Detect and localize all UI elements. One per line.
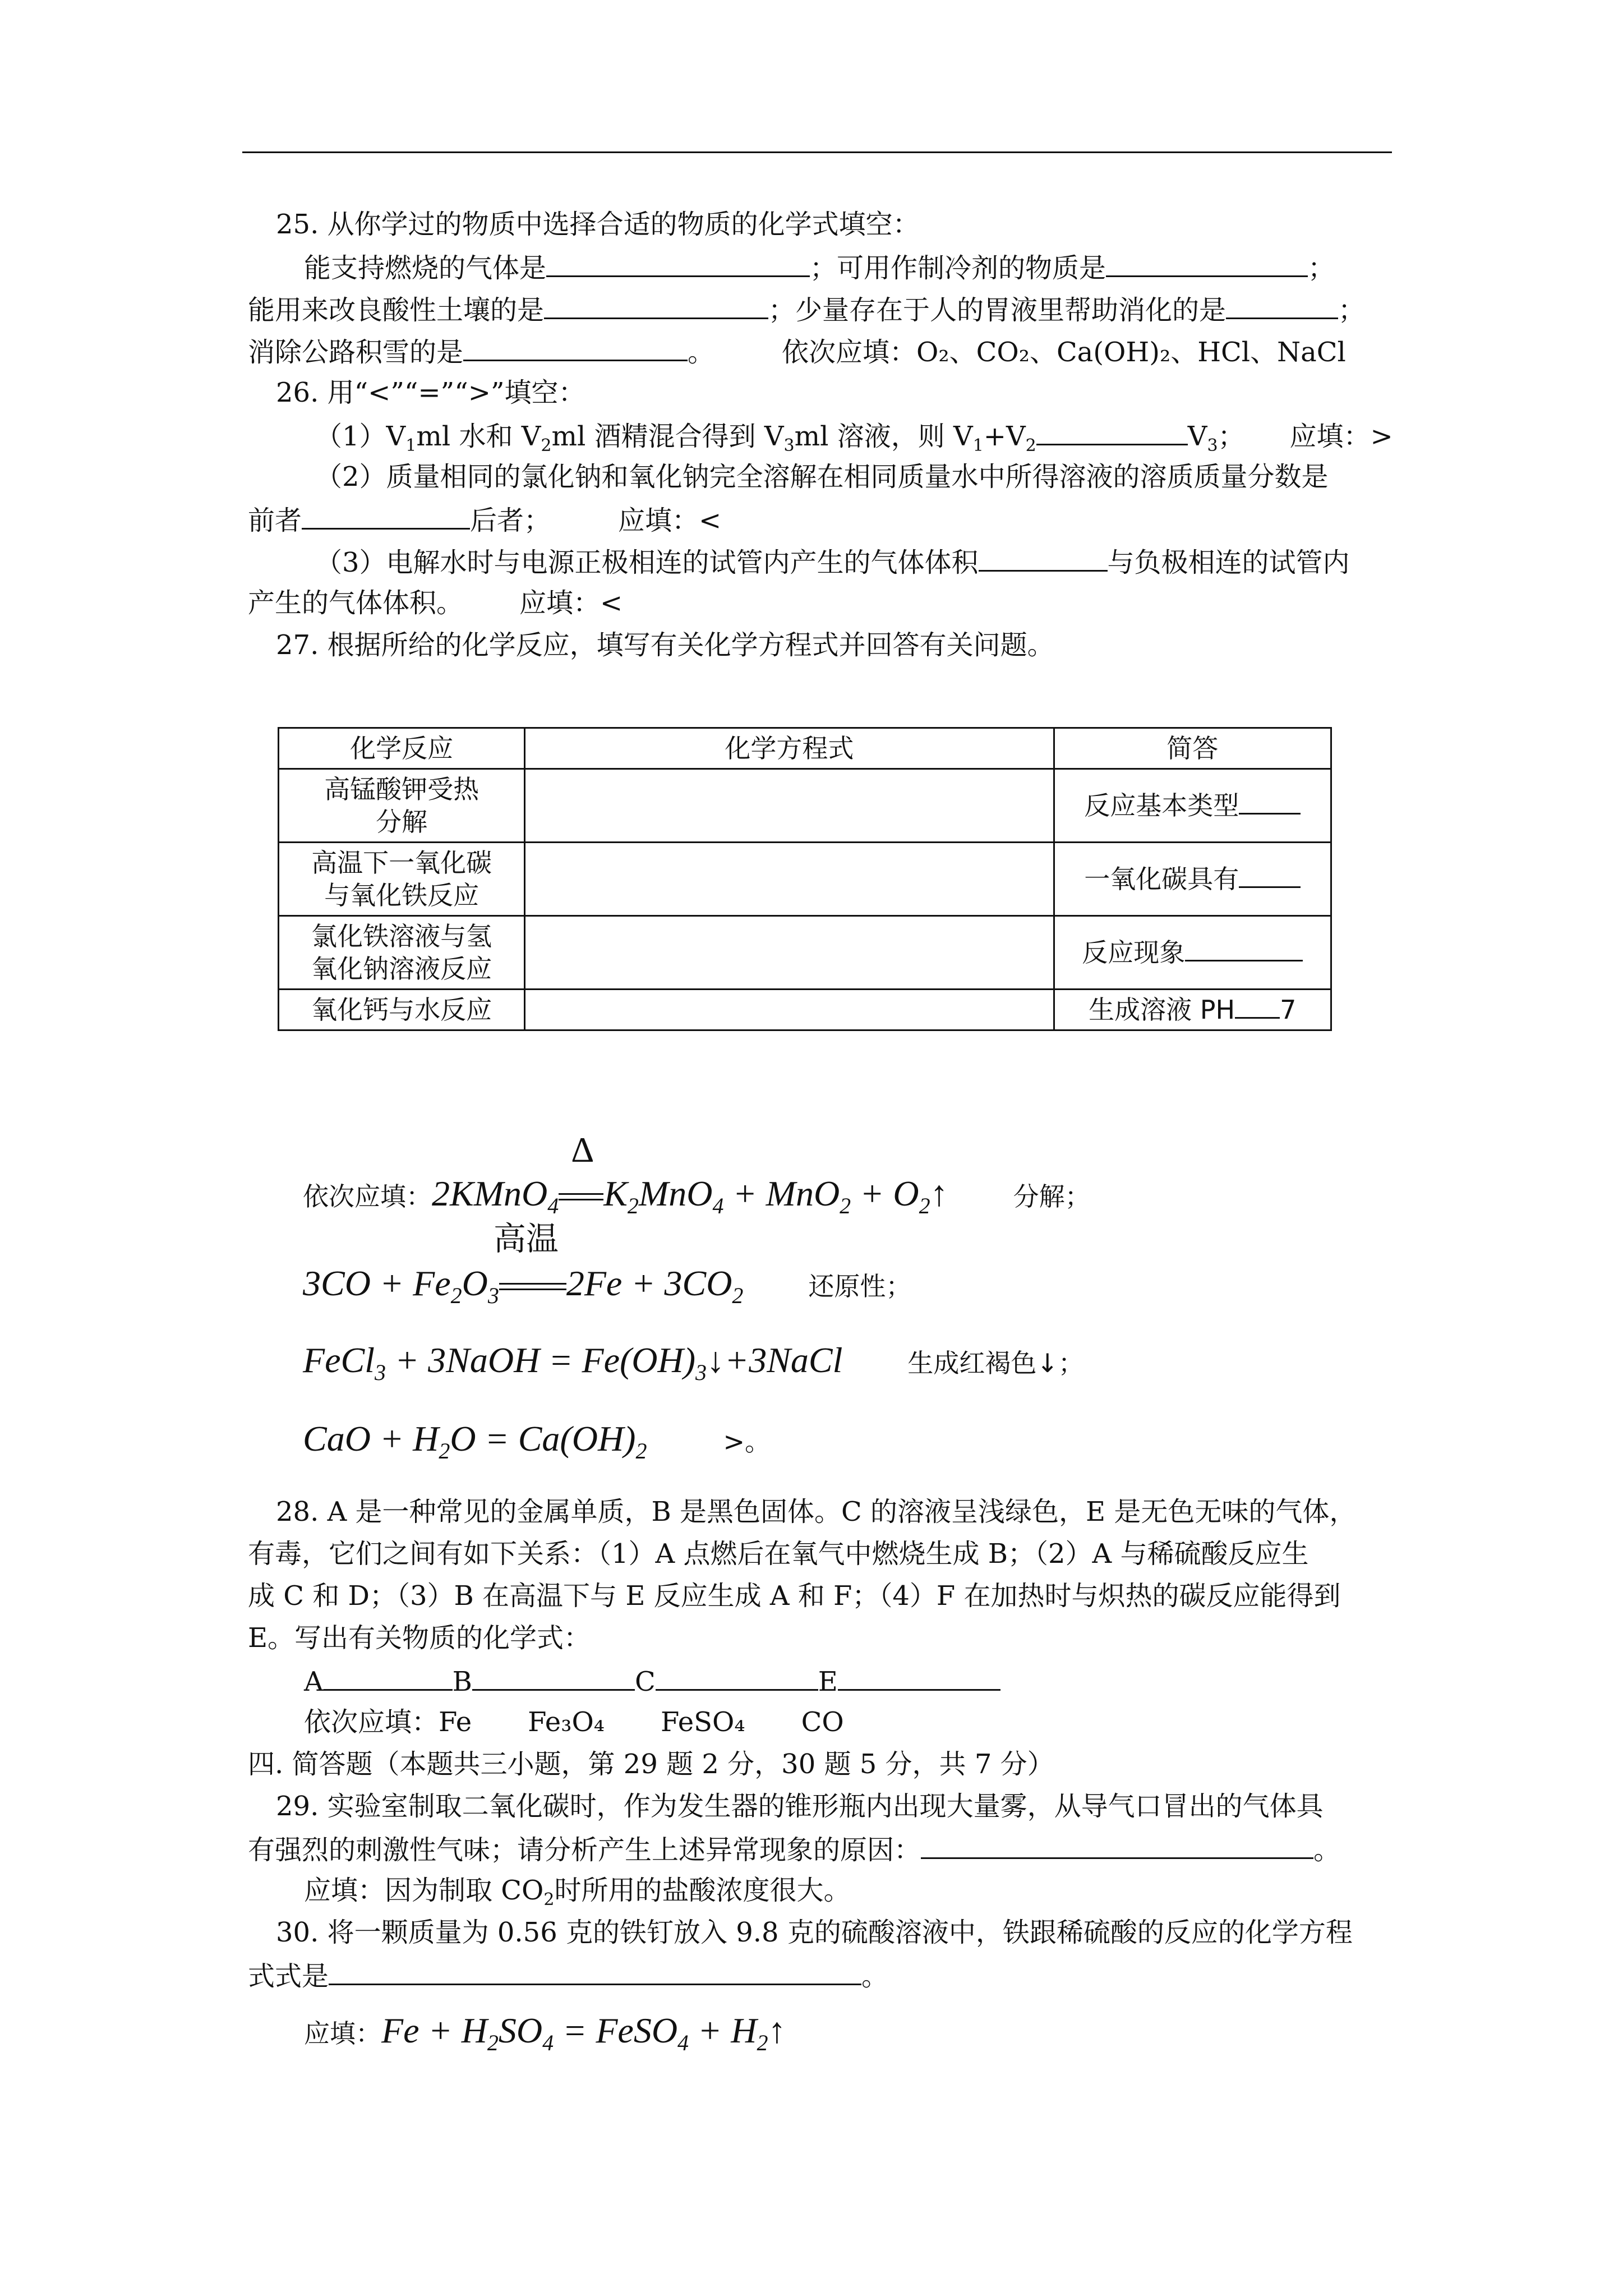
- section-heading: 四. 简答题（本题共三小题，第 29 题 2 分，30 题 5 分，共 7 分）: [248, 1749, 1054, 1780]
- answer-blank[interactable]: [463, 334, 688, 361]
- answer-blank[interactable]: [546, 250, 810, 277]
- table-header-row: [279, 728, 1331, 769]
- table-header: 化学方程式: [525, 728, 1054, 769]
- q28-answer: 依次应填：Fe Fe₃O₄ FeSO₄ CO: [304, 1706, 844, 1738]
- q26-part3-cont: 产生的气体体积。 应填：<: [248, 587, 623, 619]
- q28-line2: 有毒，它们之间有如下关系：（1）A 点燃后在氧气中燃烧生成 B；（2）A 与稀硫酸反应生: [248, 1538, 1309, 1570]
- equation-cell[interactable]: [525, 916, 1054, 990]
- q26-part3-answer: 应填：<: [519, 587, 623, 619]
- equation-cell[interactable]: [525, 769, 1054, 843]
- answer-blank[interactable]: [472, 1663, 635, 1691]
- header-rule: [242, 151, 1392, 153]
- q25-line2: 能用来改良酸性土壤的是 ；少量存在于人的胃液里帮助消化的是 ；: [248, 292, 1365, 327]
- condition-heat: Δ: [571, 1130, 594, 1170]
- answer-blank[interactable]: [656, 1663, 818, 1691]
- answer-blank[interactable]: [1106, 250, 1308, 277]
- q26-part2-cont: 前者 后者； 应填：<: [248, 502, 721, 537]
- q26-part1: $(1)V_1ml$ 水和 $V_2ml$ 酒精混合得到 $V_3ml$ 溶液，则 $V_1+V_2$ $V_3$； 应填：>: [315, 418, 1393, 453]
- q29-line2: 有强烈的刺激性气味；请分析产生上述异常现象的原因： 。: [248, 1832, 1340, 1867]
- q28-line4: E。写出有关物质的化学式：: [248, 1622, 591, 1654]
- q28-line3: 成 C 和 D；（3）B 在高温下与 E 反应生成 A 和 F；（4）F 在加热时与炽热的碳反应能得到: [248, 1580, 1341, 1612]
- equation-cell[interactable]: [525, 990, 1054, 1030]
- q26-part2-answer: 应填：<: [618, 505, 722, 536]
- answer-blank[interactable]: [544, 292, 768, 319]
- q26-part3: （3）电解水时与电源正极相连的试管内产生的气体体积 与负极相连的试管内: [315, 544, 1350, 579]
- reaction-cell: 高锰酸钾受热 分解: [279, 769, 525, 843]
- equation-4: CaO + $H_2O = Ca(OH)_2$ >。: [303, 1419, 771, 1464]
- answer-blank[interactable]: [329, 1958, 861, 1985]
- reaction-cell: 氯化铁溶液与氢 氧化钠溶液反应: [279, 916, 525, 990]
- q28-line1: 28. A 是一种常见的金属单质，B 是黑色固体。C 的溶液呈浅绿色，E 是无色无味的气体，: [276, 1496, 1357, 1527]
- q28-blanks: A B C E: [304, 1663, 1000, 1699]
- equation-3: FeCl$_3$ + 3NaOH = $Fe(OH)_3↓+3NaCl$ 生成红褐色↓；: [303, 1340, 1084, 1385]
- q25-line1: 能支持燃烧的气体是 ；可用作制冷剂的物质是 ；: [304, 250, 1335, 285]
- answer-blank[interactable]: [838, 1663, 1000, 1691]
- q29-answer: 应填：因为制取 $CO_2$时所用的盐酸浓度很大。: [304, 1875, 851, 1910]
- answer-blank[interactable]: [1226, 292, 1338, 319]
- equation-1: 依次应填：2KMnO$_4$ Δ $K_2MnO_4 + MnO_2$ + $O_2↑$ 分解；: [303, 1171, 1091, 1219]
- q26-part1-answer: 应填：>: [1289, 421, 1393, 452]
- table-header: 化学反应: [279, 728, 525, 769]
- answer-blank[interactable]: [921, 1832, 1313, 1859]
- equation-cell[interactable]: [525, 843, 1054, 916]
- reaction-cell: 高温下一氧化碳 与氧化铁反应: [279, 843, 525, 916]
- answer-blank[interactable]: [324, 1663, 453, 1691]
- q26-title: 26. 用“<”“=”“>”填空：: [276, 377, 585, 408]
- answer-blank[interactable]: [1036, 418, 1188, 445]
- q27-title: 27. 根据所给的化学反应，填写有关化学方程式并回答有关问题。: [276, 629, 1054, 661]
- q25-title: 25. 从你学过的物质中选择合适的物质的化学式填空：: [276, 209, 920, 240]
- q30-line2: 式式是 。: [248, 1958, 888, 1993]
- short-answer-cell[interactable]: 一氧化碳具有: [1054, 843, 1331, 916]
- short-answer-cell[interactable]: 反应基本类型: [1054, 769, 1331, 843]
- reaction-table: [278, 727, 1332, 1031]
- reaction-cell: 氧化钙与水反应: [279, 990, 525, 1030]
- q30-line1: 30. 将一颗质量为 0.56 克的铁钉放入 9.8 克的硫酸溶液中，铁跟稀硫酸的反应的化学方程: [276, 1917, 1353, 1948]
- short-answer-cell[interactable]: 生成溶液 PH 7: [1054, 990, 1331, 1030]
- answer-blank[interactable]: [302, 502, 470, 530]
- condition-high-temp: 高温: [493, 1220, 559, 1258]
- table-row: [279, 843, 1331, 916]
- table-row: [279, 916, 1331, 990]
- q29-line1: 29. 实验室制取二氧化碳时，作为发生器的锥形瓶内出现大量雾，从导气口冒出的气体具: [276, 1791, 1324, 1822]
- answer-blank[interactable]: [979, 544, 1108, 572]
- q26-part2: （2）质量相同的氯化钠和氧化钠完全溶解在相同质量水中所得溶液的溶质质量分数是: [315, 461, 1329, 493]
- short-answer-cell[interactable]: 反应现象: [1054, 916, 1331, 990]
- q25-answer: 依次应填：O₂、CO₂、Ca(OH)₂、HCl、NaCl: [782, 337, 1346, 368]
- q25-line3: 消除公路积雪的是 。 依次应填：O₂、CO₂、Ca(OH)₂、HCl、NaCl: [248, 334, 1346, 369]
- table-row: [279, 990, 1331, 1030]
- table-row: [279, 769, 1331, 843]
- table-header: 简答: [1054, 728, 1331, 769]
- equation-2: $3CO + Fe_2O_3$ 高温 $2Fe + 3CO_2$ 还原性；: [303, 1261, 911, 1309]
- q30-answer-equation: 应填：$Fe + H_2SO_4$ = FeSO$_4$ + $H_2↑$: [304, 2010, 786, 2055]
